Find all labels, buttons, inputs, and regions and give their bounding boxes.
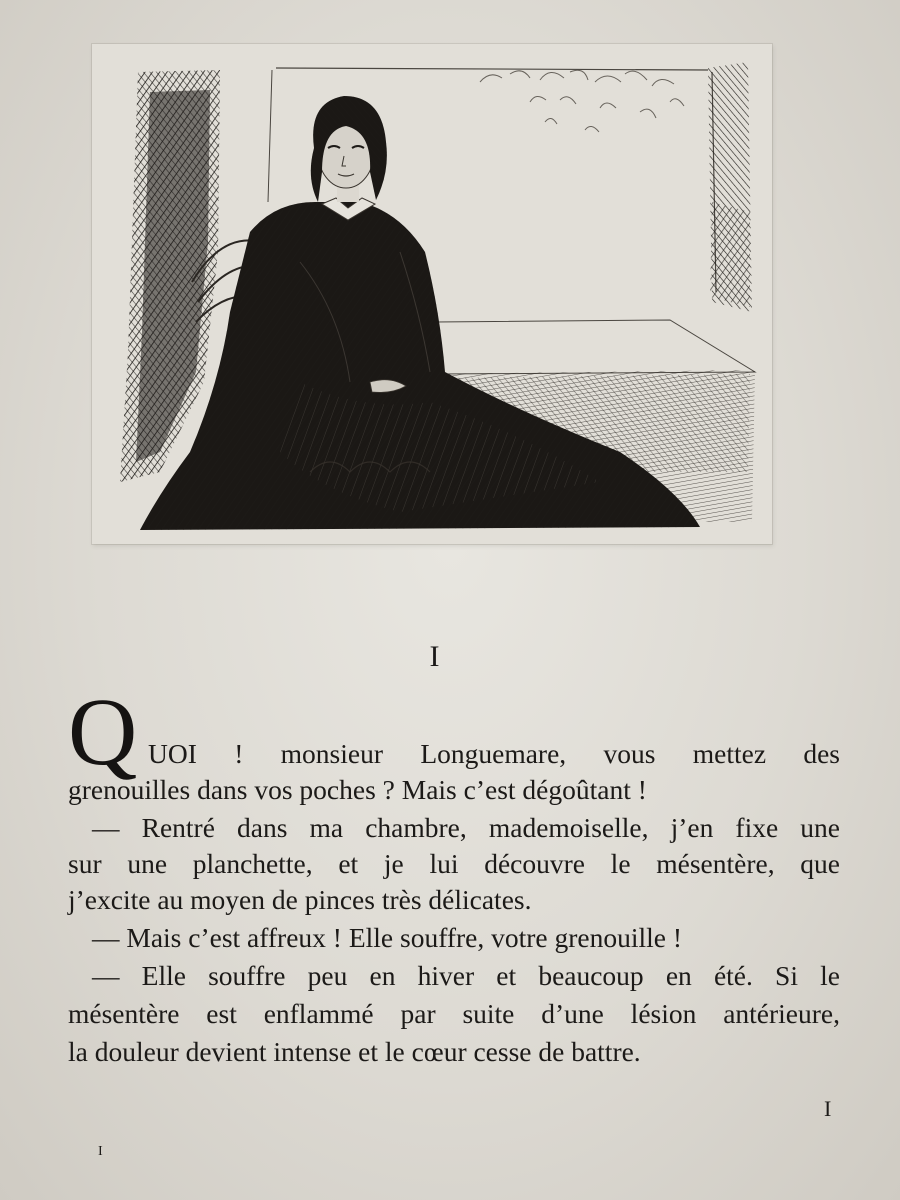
page-number: I xyxy=(824,1096,832,1121)
text-line: la douleur devient intense et le cœur cesse de battre. xyxy=(68,1036,641,1067)
text-line: — Rentré dans ma chambre, mademoiselle, j’en fixe une xyxy=(92,812,840,843)
chapter-numeral: I xyxy=(429,640,441,673)
drop-cap: Q xyxy=(68,678,138,785)
text-line: — Elle souffre peu en hiver et beaucoup en été. Si le xyxy=(92,960,840,991)
text-line: mésentère est enflammé par suite d’une lésion antérieure, xyxy=(68,998,840,1029)
text-line: — Mais c’est affreux ! Elle souffre, votre grenouille ! xyxy=(92,922,683,953)
text-line: j’excite au moyen de pinces très délicates. xyxy=(68,884,532,915)
signature-mark: I xyxy=(98,1144,103,1159)
text-line: UOI ! monsieur Longuemare, vous mettez des xyxy=(148,738,840,769)
foliage xyxy=(480,70,684,132)
text-line: sur une planchette, et je lui découvre le mésentère, que xyxy=(68,848,840,879)
text-line: grenouilles dans vos poches ? Mais c’est dégoûtant ! xyxy=(68,774,647,805)
etching-illustration xyxy=(100,52,764,536)
